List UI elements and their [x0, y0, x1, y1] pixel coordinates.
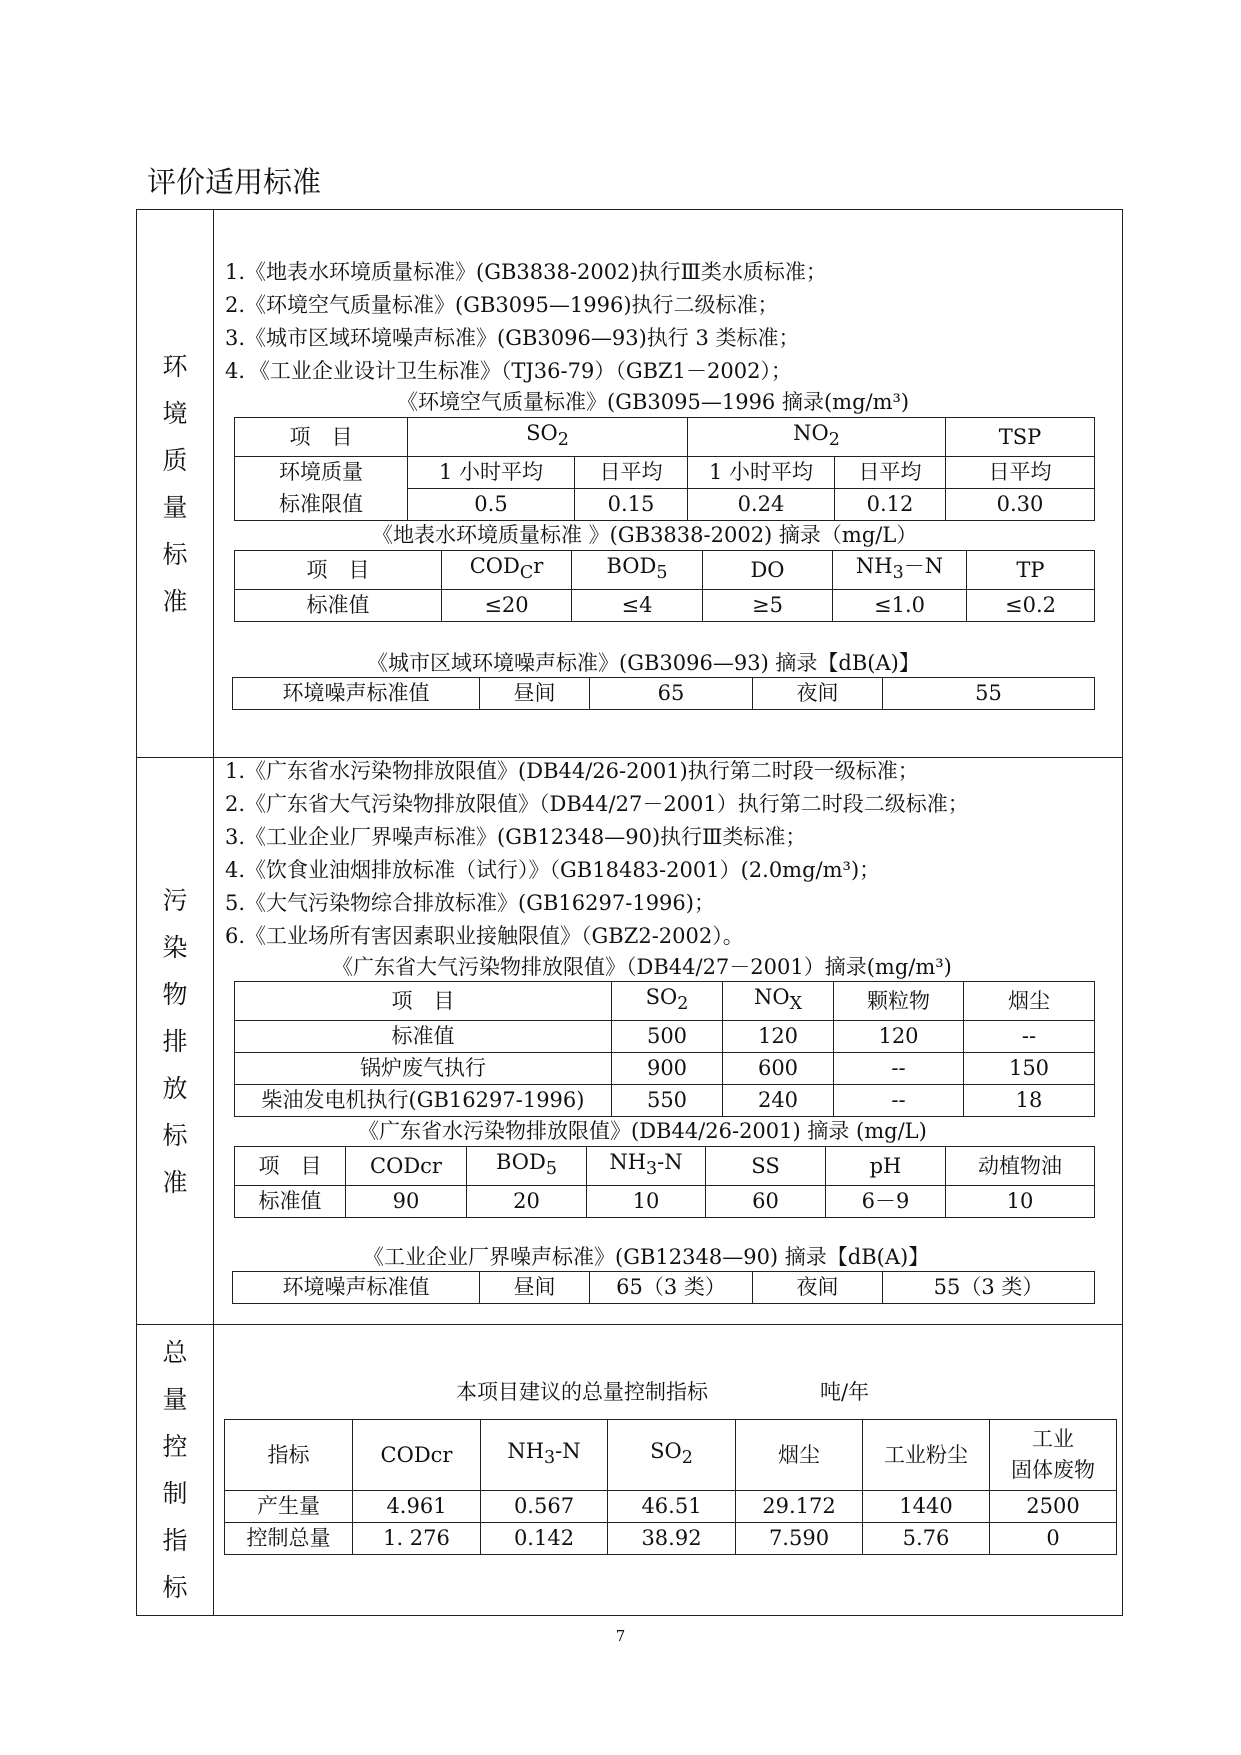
value-cell: 500 — [612, 1021, 723, 1053]
header-bod5: $BOD_5$ — [467, 1147, 587, 1186]
table-row — [235, 489, 1095, 521]
value-cell: 600 — [723, 1053, 834, 1085]
list-item: 3.《城市区域环境噪声标准》(GB3096—93)执行 3 类标准； — [225, 326, 800, 350]
value-cell: 4.961 — [353, 1491, 481, 1523]
label-char: 环 — [162, 351, 188, 381]
value-cell: 150 — [964, 1053, 1095, 1085]
section-environment-quality — [137, 210, 1122, 757]
label-char: 总 — [162, 1338, 188, 1367]
list-item: 6.《工业场所有害因素职业接触限值》（GBZ2-2002）。 — [225, 924, 744, 948]
list-item: 5.《大气污染物综合排放标准》(GB16297-1996)； — [225, 891, 715, 915]
value-cell: 29.172 — [736, 1491, 863, 1523]
section-pollutant-discharge — [137, 757, 1122, 1324]
env-standards-list — [225, 256, 827, 388]
header-ph: pH — [826, 1147, 946, 1186]
header-item: 项 目 — [235, 418, 408, 457]
label-char: 量 — [162, 1385, 188, 1414]
header-nox: $NO_X$ — [723, 982, 834, 1021]
table-row — [235, 1053, 1095, 1085]
day-label: 昼间 — [480, 1272, 590, 1304]
label-char: 指 — [162, 1526, 188, 1555]
header-so2: $SO_2$ — [612, 982, 723, 1021]
surface-water-caption: 《地表水环境质量标准 》(GB3838-2002) 摘录（mg/L） — [372, 523, 918, 547]
row-label: 标准值 — [235, 590, 442, 622]
value-cell: 120 — [834, 1021, 964, 1053]
surface-water-table — [234, 550, 1095, 622]
header-industrial-dust: 工业粉尘 — [863, 1420, 990, 1491]
air-quality-table — [234, 417, 1095, 521]
value-cell: 46.51 — [608, 1491, 736, 1523]
label-char: 标 — [162, 539, 188, 569]
page-title: 评价适用标准 — [147, 165, 322, 199]
factory-noise-table — [232, 1271, 1095, 1304]
value-cell: ≤1.0 — [833, 590, 967, 622]
section-total-control — [137, 1324, 1122, 1615]
value-cell: 10 — [946, 1186, 1095, 1218]
row-label: 标准值 — [235, 1021, 612, 1053]
total-control-table — [224, 1419, 1117, 1555]
row-label: 标准值 — [235, 1186, 346, 1218]
value-cell: 7.590 — [736, 1523, 863, 1555]
gd-water-table — [234, 1146, 1095, 1218]
header-dust: 烟尘 — [964, 982, 1095, 1021]
value-cell: 65 — [590, 678, 753, 710]
label-char: 标 — [162, 1573, 188, 1602]
header-no2: $NO_2$ — [688, 418, 946, 457]
value-cell: 6－9 — [826, 1186, 946, 1218]
header-so2: $SO_2$ — [608, 1420, 736, 1491]
section-label-pollution — [137, 758, 214, 1324]
value-cell: 20 — [467, 1186, 587, 1218]
list-item: 4．《工业企业设计卫生标准》（TJ36-79）（GBZ1－2002）； — [225, 359, 792, 383]
label-char: 境 — [162, 398, 188, 428]
value-cell: 1440 — [863, 1491, 990, 1523]
label-char: 质 — [162, 445, 188, 475]
row-label: 环境噪声标准值 — [233, 678, 480, 710]
list-item: 4.《饮食业油烟排放标准（试行）》（GB18483-2001）(2.0mg/m³)； — [225, 858, 881, 882]
section-body-environment — [214, 210, 1122, 757]
value-cell: ≤20 — [442, 590, 572, 622]
period-cell: 日平均 — [946, 457, 1095, 489]
value-cell: 90 — [346, 1186, 467, 1218]
table-row — [235, 1021, 1095, 1053]
value-cell: 18 — [964, 1085, 1095, 1117]
value-cell: 10 — [587, 1186, 706, 1218]
value-cell: 55 — [883, 678, 1095, 710]
header-tp: TP — [967, 551, 1095, 590]
table-row — [225, 1523, 1117, 1555]
gd-air-table — [234, 981, 1095, 1117]
value-cell: 60 — [706, 1186, 826, 1218]
pollution-standards-list — [225, 755, 969, 953]
header-particulates: 颗粒物 — [834, 982, 964, 1021]
value-cell: ≤0.2 — [967, 590, 1095, 622]
value-cell: 0.15 — [575, 489, 688, 521]
row-label: 产生量 — [225, 1491, 353, 1523]
value-cell: -- — [834, 1053, 964, 1085]
label-char: 染 — [162, 932, 188, 962]
label-char: 放 — [162, 1073, 188, 1103]
header-nh3n: $NH_3-N$ — [833, 551, 967, 590]
table-row — [233, 1272, 1095, 1304]
row-label: 环境质量 — [235, 457, 408, 489]
row-label: 锅炉废气执行 — [235, 1053, 612, 1085]
value-cell: 0 — [990, 1523, 1117, 1555]
table-row — [235, 551, 1095, 590]
label-char: 控 — [162, 1432, 188, 1461]
urban-noise-caption: 《城市区域环境噪声标准》(GB3096—93) 摘录【dB(A)】 — [367, 651, 920, 675]
list-item: 1.《地表水环境质量标准》(GB3838-2002)执行Ⅲ类水质标准； — [225, 260, 827, 284]
value-cell: 0.24 — [688, 489, 835, 521]
header-do: DO — [703, 551, 833, 590]
table-row — [235, 1085, 1095, 1117]
period-cell: 1 小时平均 — [688, 457, 835, 489]
value-cell: 0.567 — [481, 1491, 608, 1523]
header-item: 项 目 — [235, 551, 442, 590]
row-label: 标准限值 — [235, 489, 408, 521]
page-number: 7 — [615, 1627, 626, 1645]
value-cell: 0.12 — [835, 489, 946, 521]
header-codcr: CODcr — [353, 1420, 481, 1491]
value-cell: ≥5 — [703, 590, 833, 622]
label-char: 制 — [162, 1479, 188, 1508]
header-index: 指标 — [225, 1420, 353, 1491]
total-control-unit: 吨/年 — [820, 1380, 870, 1404]
urban-noise-table — [232, 677, 1095, 710]
period-cell: 日平均 — [575, 457, 688, 489]
header-solid-waste: 工业 固体废物 — [990, 1420, 1117, 1491]
value-cell: 0.142 — [481, 1523, 608, 1555]
standards-frame — [136, 209, 1123, 1616]
label-char: 污 — [162, 885, 188, 915]
value-cell: 55（3 类） — [883, 1272, 1095, 1304]
header-dust: 烟尘 — [736, 1420, 863, 1491]
header-codcr: $COD_Cr$ — [442, 551, 572, 590]
value-cell: 0.5 — [408, 489, 575, 521]
value-cell: 240 — [723, 1085, 834, 1117]
table-row — [235, 982, 1095, 1021]
table-row — [233, 678, 1095, 710]
value-cell: 1. 276 — [353, 1523, 481, 1555]
section-body-pollution — [214, 758, 1122, 1324]
value-cell: 38.92 — [608, 1523, 736, 1555]
header-oil: 动植物油 — [946, 1147, 1095, 1186]
header-nh3n: $NH_3-N$ — [587, 1147, 706, 1186]
list-item: 2.《环境空气质量标准》(GB3095—1996)执行二级标准； — [225, 293, 779, 317]
section-label-environment — [137, 210, 214, 757]
section-body-total — [214, 1325, 1122, 1615]
label-char: 量 — [162, 492, 188, 522]
header-so2: $SO_2$ — [408, 418, 688, 457]
row-label: 环境噪声标准值 — [233, 1272, 480, 1304]
header-nh3n: $NH_3-N$ — [481, 1420, 608, 1491]
table-row — [235, 1147, 1095, 1186]
section-label-total — [137, 1325, 214, 1615]
air-quality-caption: 《环境空气质量标准》(GB3095—1996 摘录(mg/m³) — [397, 390, 910, 414]
list-item: 1.《广东省水污染物排放限值》(DB44/26-2001)执行第二时段一级标准； — [225, 759, 919, 783]
value-cell: -- — [964, 1021, 1095, 1053]
period-cell: 1 小时平均 — [408, 457, 575, 489]
table-row — [235, 418, 1095, 457]
list-item: 2.《广东省大气污染物排放限值》（DB44/27－2001）执行第二时段二级标准； — [225, 792, 969, 816]
night-label: 夜间 — [753, 1272, 883, 1304]
header-ss: SS — [706, 1147, 826, 1186]
header-tsp: TSP — [946, 418, 1095, 457]
night-label: 夜间 — [753, 678, 883, 710]
header-item: 项 目 — [235, 1147, 346, 1186]
label-char: 准 — [162, 586, 188, 616]
table-row — [235, 590, 1095, 622]
value-cell: -- — [834, 1085, 964, 1117]
period-cell: 日平均 — [835, 457, 946, 489]
label-char: 准 — [162, 1167, 188, 1197]
value-cell: 0.30 — [946, 489, 1095, 521]
header-bod5: $BOD_5$ — [572, 551, 703, 590]
table-row — [225, 1420, 1117, 1491]
label-char: 排 — [162, 1026, 188, 1056]
total-control-caption: 本项目建议的总量控制指标 — [456, 1380, 708, 1404]
header-codcr: CODcr — [346, 1147, 467, 1186]
label-char: 物 — [162, 979, 188, 1009]
header-item: 项 目 — [235, 982, 612, 1021]
label-char: 标 — [162, 1120, 188, 1150]
value-cell: 5.76 — [863, 1523, 990, 1555]
value-cell: 120 — [723, 1021, 834, 1053]
value-cell: 900 — [612, 1053, 723, 1085]
list-item: 3.《工业企业厂界噪声标准》(GB12348—90)执行Ⅲ类标准； — [225, 825, 807, 849]
table-row — [235, 457, 1095, 489]
value-cell: 65（3 类） — [590, 1272, 753, 1304]
value-cell: 550 — [612, 1085, 723, 1117]
value-cell: 2500 — [990, 1491, 1117, 1523]
row-label: 控制总量 — [225, 1523, 353, 1555]
gd-water-caption: 《广东省水污染物排放限值》(DB44/26-2001) 摘录 (mg/L) — [358, 1119, 927, 1143]
day-label: 昼间 — [480, 678, 590, 710]
row-label: 柴油发电机执行(GB16297-1996) — [235, 1085, 612, 1117]
gd-air-caption: 《广东省大气污染物排放限值》（DB44/27－2001）摘录(mg/m³) — [332, 955, 952, 979]
value-cell: ≤4 — [572, 590, 703, 622]
table-row — [225, 1491, 1117, 1523]
factory-noise-caption: 《工业企业厂界噪声标准》(GB12348—90) 摘录【dB(A)】 — [363, 1245, 930, 1269]
table-row — [235, 1186, 1095, 1218]
